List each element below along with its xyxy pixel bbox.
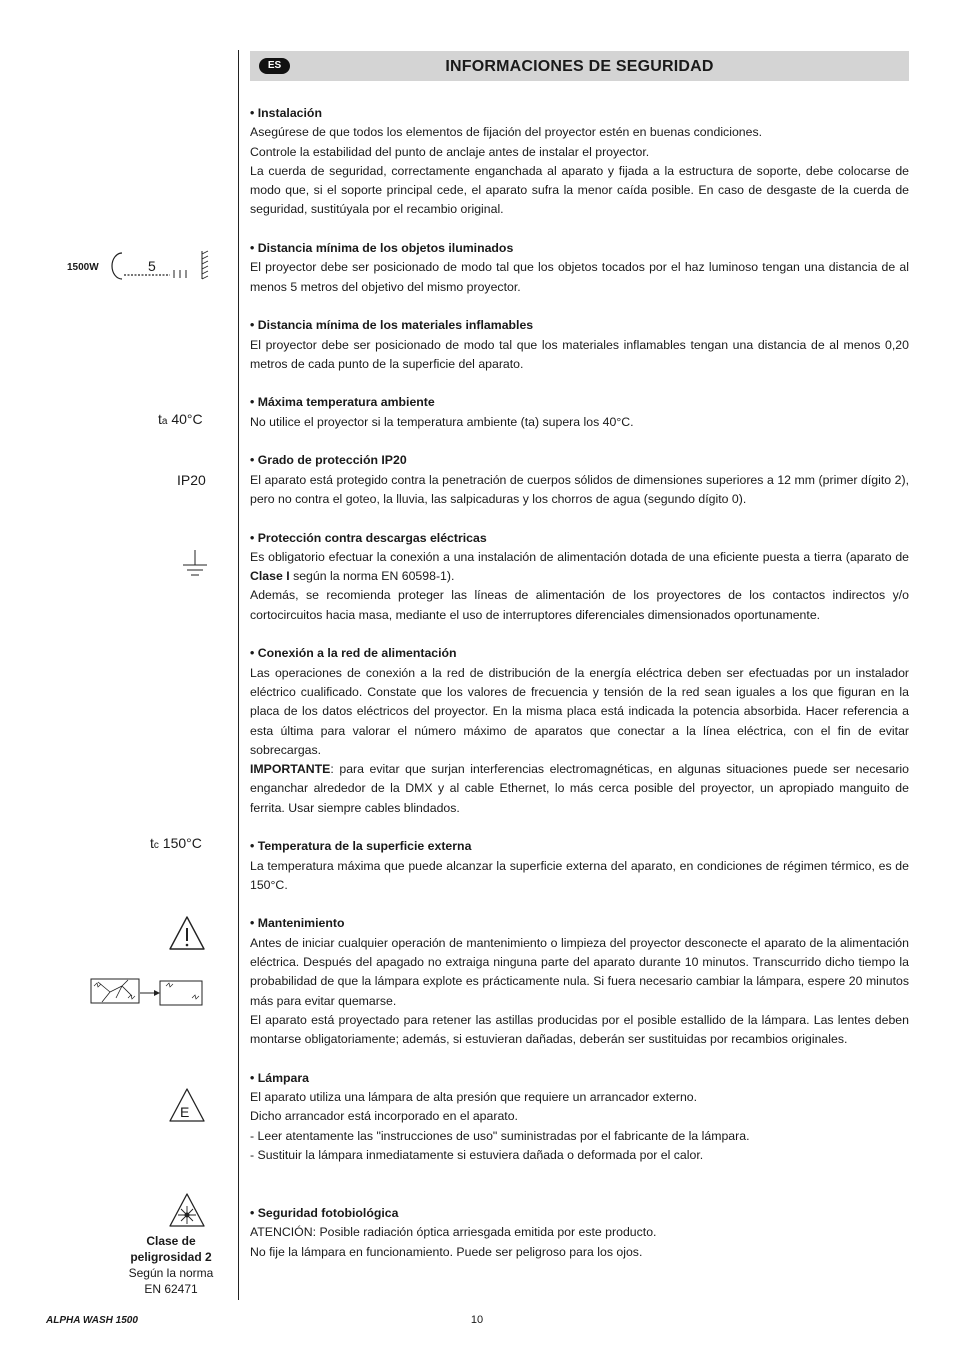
hazard-norm-line1: Según la norma bbox=[128, 1266, 214, 1280]
paragraph: El aparato está proyectado para retener las astillas producidas por el posible estallido de la lámpara. Las lentes deben montarse obligatoriamente; además, si estuvieran dañadas, deberán ser sustituidas por recambios originales. bbox=[250, 1012, 909, 1047]
language-badge: ES bbox=[259, 58, 290, 74]
footer-model-name: ALPHA WASH 1500 bbox=[46, 1315, 138, 1326]
ground-icon bbox=[183, 550, 207, 580]
laser-radiation-icon bbox=[168, 1192, 206, 1228]
igniter-letter: E bbox=[180, 1104, 190, 1120]
paragraph: Controle la estabilidad del punto de anclaje antes de instalar el proyector. bbox=[250, 144, 650, 159]
warning-triangle-icon bbox=[168, 914, 206, 952]
paragraph: ATENCIÓN: Posible radiación óptica arriesgada emitida por este producto. bbox=[250, 1225, 657, 1240]
section-title: • Distancia mínima de los objetos iluminados bbox=[250, 241, 514, 256]
section-temperatura-ambiente bbox=[250, 393, 909, 432]
section-title: • Máxima temperatura ambiente bbox=[250, 395, 435, 410]
hazard-norm-line2: EN 62471 bbox=[144, 1282, 198, 1296]
ip-rating-label: IP20 bbox=[177, 472, 206, 488]
section-title: • Seguridad fotobiológica bbox=[250, 1205, 399, 1220]
section-title: • Lámpara bbox=[250, 1070, 309, 1085]
paragraph: Las operaciones de conexión a la red de distribución de la energía eléctrica deben ser efectuadas por un instalador eléctrico cualificado. Constate que los valores de frecuencia y tensión de la red sean iguales a los que figuran en la placa de los datos eléctricos del proyector. En la misma placa está indicada la potencia absorbida. Hacer referencia a esta última para valorar el número máximo de aparatos que conectar a la línea eléctrica, con el fin de evitar sobrecargas. bbox=[250, 665, 909, 757]
paragraph: La temperatura máxima que puede alcanzar la superficie externa del aparato, en condiciones de régimen térmico, es de 150°C. bbox=[250, 858, 909, 892]
paragraph: El aparato está protegido contra la penetración de cuerpos sólidos de dimensiones superiores a 12 mm (primer dígito 2), pero no contra el goteo, la lluvia, las salpicaduras y los chorros de agua (segundo dígito 0). bbox=[250, 472, 909, 506]
page-number: 10 bbox=[470, 1314, 484, 1326]
paragraph: Es obligatorio efectuar la conexión a una instalación de alimentación dotada de una eficiente puesta a tierra (aparato de Clase I según la norma EN 60598-1). bbox=[250, 549, 909, 584]
paragraph: Antes de iniciar cualquier operación de mantenimiento o limpieza del proyector desconecte el aparato de la alimentación eléctrica. Después del apagado no extraiga ninguna parte del aparato durante 10 minutos. Transcurrido dicho tiempo la probabilidad de que la lámpara explote es prácticamente nula. Si fuera necesario cambiar la lámpara, espere 20 minutos más para evitar quemarse. bbox=[250, 935, 909, 1008]
paragraph: El proyector debe ser posicionado de modo tal que los materiales inflamables tengan una distancia de al menos 0,20 metros de cada punto de la superficie del aparato. bbox=[250, 337, 909, 371]
section-conexion bbox=[250, 644, 909, 818]
section-title: • Distancia mínima de los materiales inflamables bbox=[250, 318, 534, 333]
section-descargas bbox=[250, 529, 909, 625]
section-title: • Temperatura de la superficie externa bbox=[250, 839, 472, 854]
hazard-class-note bbox=[110, 1233, 232, 1297]
main-content bbox=[250, 104, 909, 1281]
section-distancia-objetos bbox=[250, 239, 909, 297]
paragraph: El aparato utiliza una lámpara de alta presión que requiere un arrancador externo. bbox=[250, 1090, 698, 1105]
section-title: • Mantenimiento bbox=[250, 916, 345, 931]
section-superficie bbox=[250, 837, 909, 895]
section-title: • Conexión a la red de alimentación bbox=[250, 646, 457, 661]
paragraph: Dicho arrancador está incorporado en el aparato. bbox=[250, 1109, 518, 1124]
distance-symbol-icon bbox=[108, 248, 212, 284]
paragraph: - Leer atentamente las "instrucciones de uso" suministradas por el fabricante de la lámpara. bbox=[250, 1128, 750, 1143]
section-title: • Instalación bbox=[250, 106, 322, 120]
distance-value: 5 bbox=[148, 258, 156, 274]
page-title: INFORMACIONES DE SEGURIDAD bbox=[445, 58, 714, 75]
section-lampara bbox=[250, 1069, 909, 1165]
paragraph: IMPORTANTE: para evitar que surjan interferencias electromagnéticas, en algunas situaciones puede ser necesario enganchar alrededor de la DMX y al cable Ethernet, lo más cerca posible del proyector, un apropiado manguito de ferrita. Usar siempre cables blindados. bbox=[250, 762, 909, 815]
section-mantenimiento bbox=[250, 914, 909, 1049]
paragraph: No fije la lámpara en funcionamiento. Puede ser peligroso para los ojos. bbox=[250, 1244, 643, 1259]
ambient-temperature-label: ta 40°C bbox=[158, 411, 203, 427]
paragraph: Además, se recomienda proteger las líneas de alimentación de los proyectores de los contactos indirectos y/o cortocircuitos hacia masa, mediante el uso de interruptores diferenciales dimensionados oportunamente. bbox=[250, 588, 909, 622]
paragraph: Asegúrese de que todos los elementos de fijación del proyector estén en buenas condiciones. bbox=[250, 125, 763, 140]
hazard-group-line: peligrosidad 2 bbox=[130, 1250, 212, 1264]
section-instalacion bbox=[250, 104, 909, 220]
wattage-label: 1500W bbox=[67, 262, 99, 273]
margin-divider bbox=[238, 50, 239, 1300]
paragraph: El proyector debe ser posicionado de modo tal que los objetos tocados por el haz luminoso tengan una distancia de al menos 5 metros del objetivo del mismo proyector. bbox=[250, 260, 909, 294]
section-distancia-inflamables bbox=[250, 316, 909, 374]
paragraph: La cuerda de seguridad, correctamente enganchada al aparato y fijada a la estructura de soporte, debe colocarse de modo que, si el soporte principal cede, el aparato sufra la menor caída posible. En caso de desgaste de la cuerda de seguridad, sustitúyala por el recambio original. bbox=[250, 163, 909, 217]
broken-lens-replace-icon bbox=[88, 976, 206, 1008]
section-header bbox=[250, 51, 909, 81]
hazard-class-line: Clase de bbox=[146, 1234, 196, 1248]
section-fotobiologica bbox=[250, 1204, 909, 1262]
section-title: • Grado de protección IP20 bbox=[250, 453, 407, 468]
paragraph: - Sustituir la lámpara inmediatamente si estuviera dañada o deformada por el calor. bbox=[250, 1148, 704, 1163]
paragraph: No utilice el proyector si la temperatura ambiente (ta) supera los 40°C. bbox=[250, 414, 634, 429]
section-title: • Protección contra descargas eléctricas bbox=[250, 530, 487, 545]
section-ip20 bbox=[250, 451, 909, 509]
surface-temperature-label: tc 150°C bbox=[150, 835, 202, 851]
